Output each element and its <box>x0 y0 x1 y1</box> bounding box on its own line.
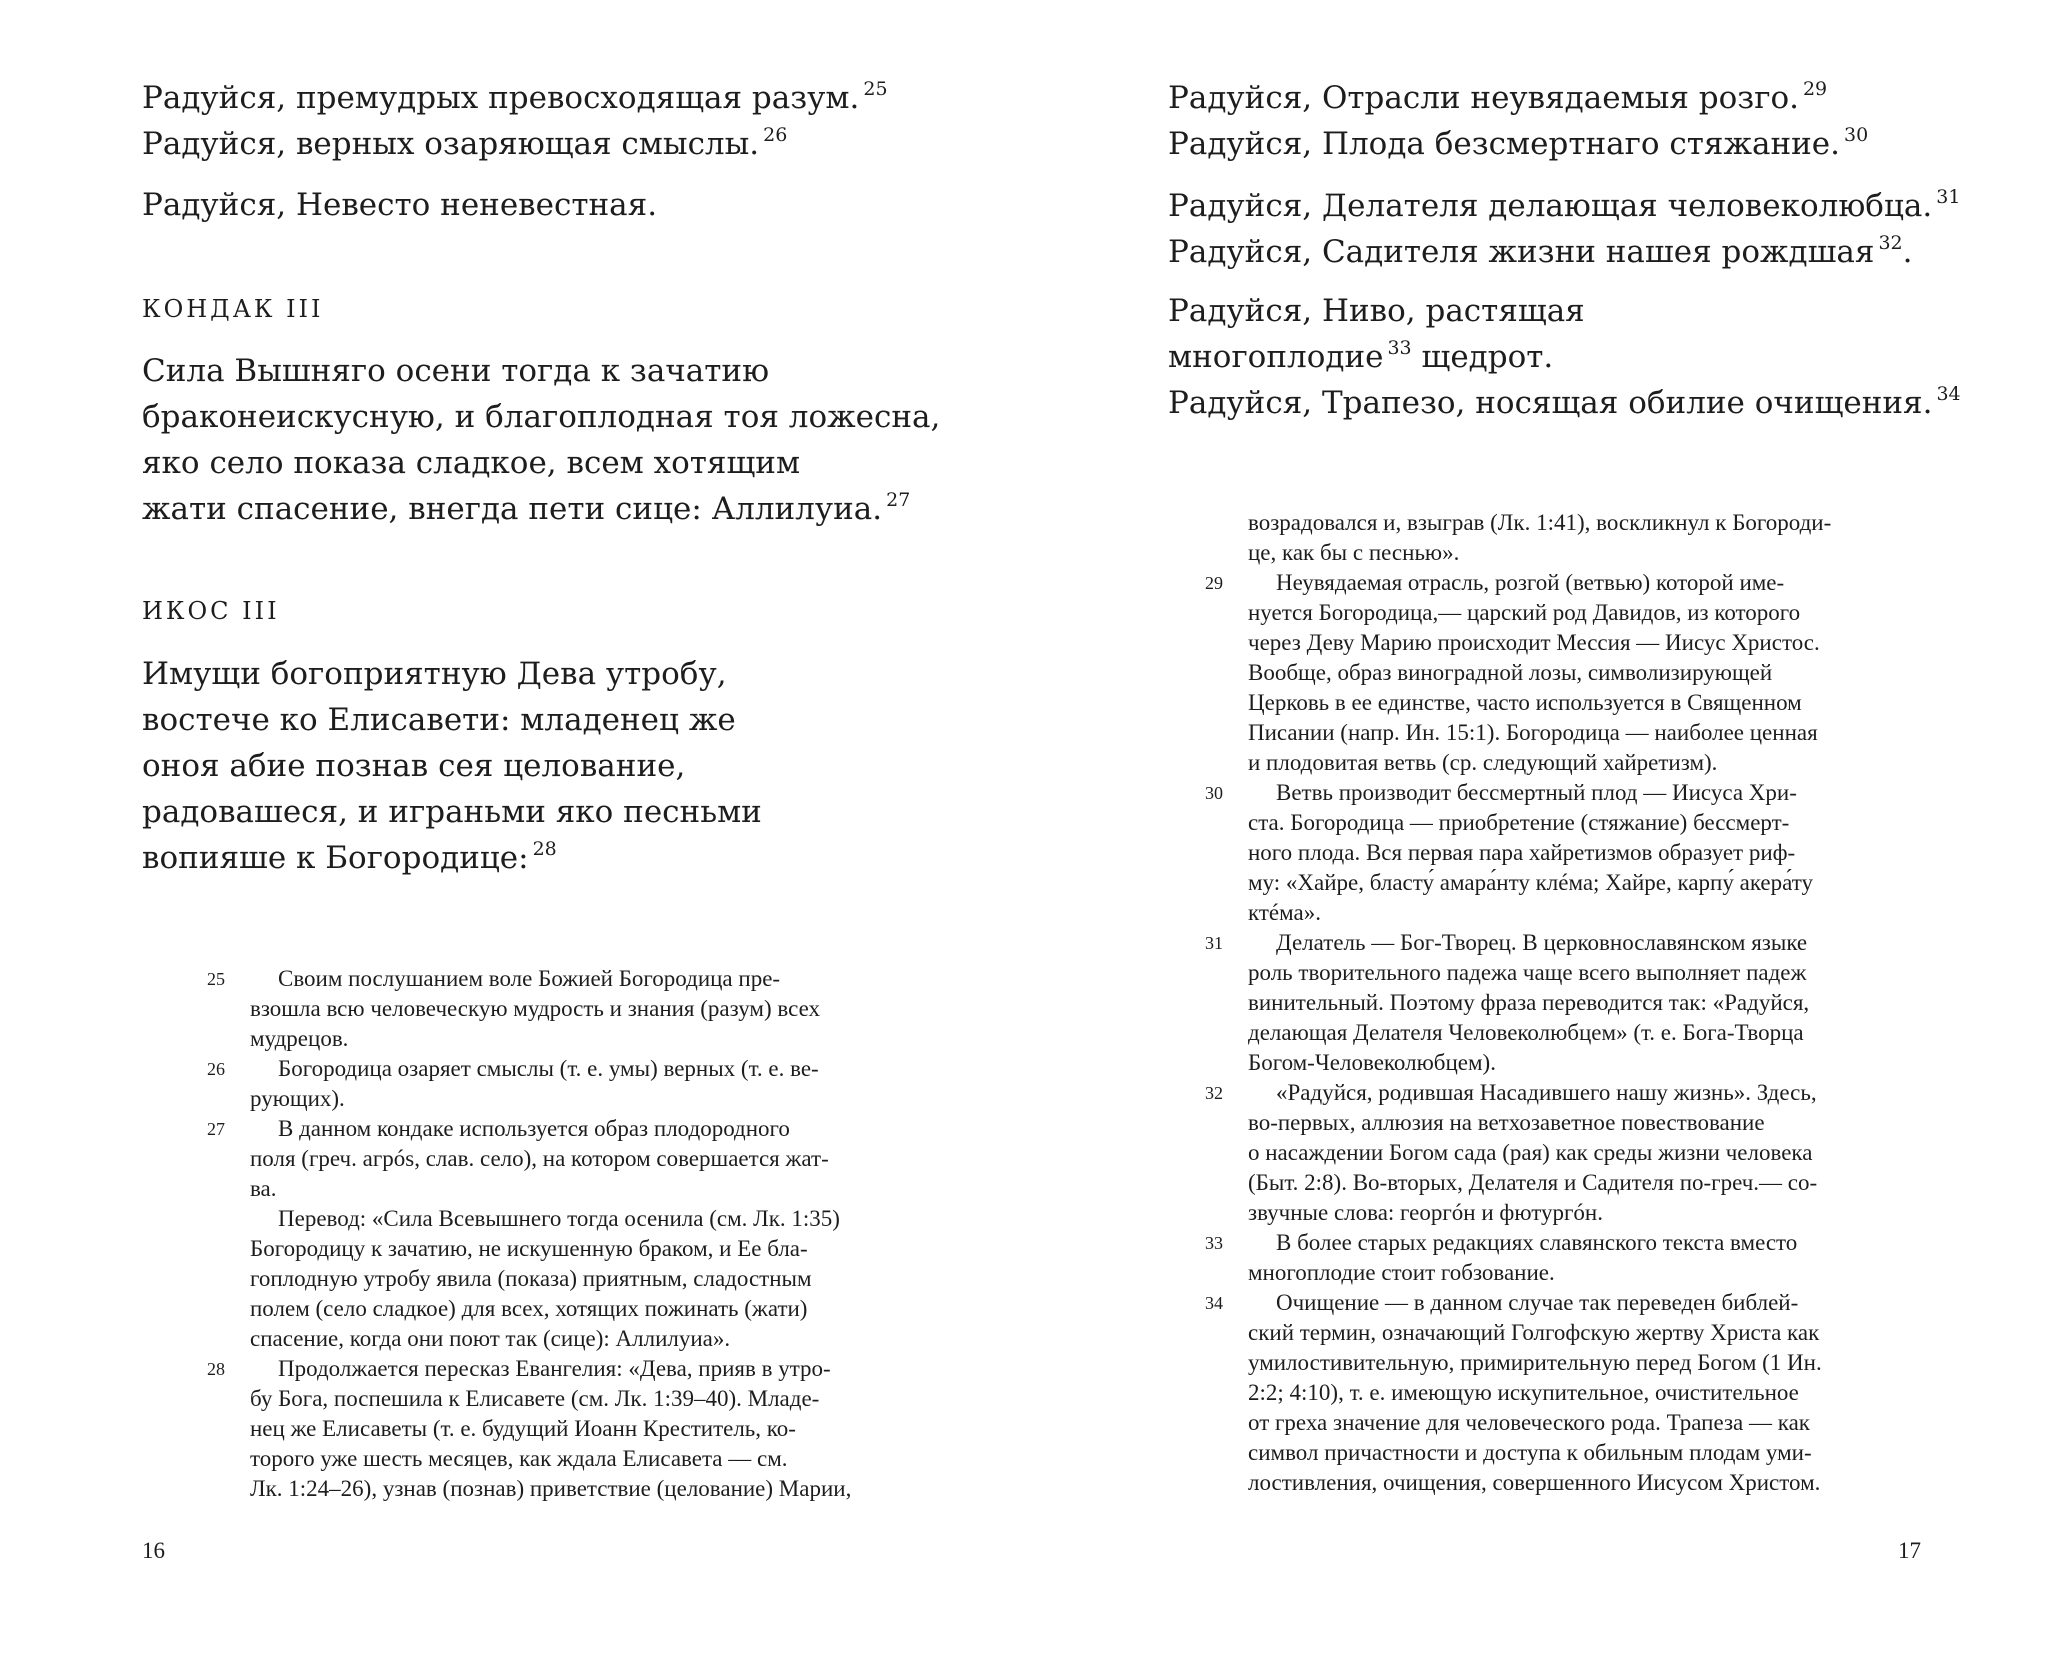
footnote-number: 33 <box>1205 1233 1223 1253</box>
footnote-ref: 25 <box>863 78 888 100</box>
verse-bride <box>142 182 657 228</box>
footnote-line: спасение, когда они поют так (сице): Аллилуиа». <box>250 1326 731 1351</box>
footnote-ref: 27 <box>886 489 911 511</box>
footnote-ref: 34 <box>1936 383 1961 405</box>
footnote-ref: 29 <box>1802 78 1828 100</box>
ikos-text <box>142 651 762 881</box>
footnote-line: Продолжается пересказ Евангелия: «Дева, прияв в утро- <box>278 1356 831 1381</box>
footnote <box>1205 1078 1938 1228</box>
footnote-line: Очищение — в данном случае так переведен библей- <box>1276 1290 1799 1315</box>
footnote-line: многоплодие стоит гобзование. <box>1248 1260 1555 1285</box>
footnote-number: 29 <box>1205 573 1223 593</box>
verse-group-3 <box>1168 288 1961 426</box>
footnote-line: роль творительного падежа чаще всего выполняет падеж <box>1248 960 1807 985</box>
footnote <box>207 1054 890 1114</box>
verse-line: яко село показа сладкое, всем хотящим <box>142 445 801 481</box>
page-number: 17 <box>1898 1538 1921 1563</box>
footnote-line: рующих). <box>250 1086 345 1111</box>
footnote <box>207 964 890 1054</box>
footnote-line: взошла всю человеческую мудрость и знания (разум) всех <box>250 996 821 1021</box>
footnote-ref: 32 <box>1878 232 1903 254</box>
footnote-line: лостивления, очищения, совершенного Иисусом Христом. <box>1248 1470 1821 1495</box>
footnote-line: Ветвь производит бессмертный плод — Иисуса Хри- <box>1276 780 1797 805</box>
footnote-ref: 26 <box>763 124 788 146</box>
footnote-line: торого уже шесть месяцев, как ждала Елисавета — см. <box>250 1446 788 1471</box>
footnote-line: звучные слова: георгóн и фютургóн. <box>1248 1200 1603 1225</box>
footnote-line: и плодовитая ветвь (ср. следующий хайретизм). <box>1248 750 1718 775</box>
footnote-line: умилостивительную, примирительную перед Богом (1 Ин. <box>1248 1350 1822 1375</box>
footnote-line: гоплодную утробу явила (показа) приятным, сладостным <box>250 1266 812 1291</box>
verse-group-1 <box>1168 75 1868 167</box>
footnote-line: полем (село сладкое) для всех, хотящих пожинать (жати) <box>250 1296 808 1321</box>
footnote-line: ва. <box>250 1176 277 1201</box>
footnote-line: через Деву Марию происходит Мессия — Иисус Христос. <box>1248 630 1820 655</box>
footnote-line: ного плода. Вся первая пара хайретизмов образует риф- <box>1248 840 1796 865</box>
footnote-line: Своим послушанием воле Божией Богородица пре- <box>278 966 781 991</box>
verse-line: Сила Вышняго осени тогда к зачатию <box>142 353 770 389</box>
footnote-line: «Радуйся, родившая Насадившего нашу жизнь». Здесь, <box>1276 1080 1817 1105</box>
footnote-line: В более старых редакциях славянского текста вместо <box>1276 1230 1798 1255</box>
right-page <box>1024 0 2048 1654</box>
footnote-line: Богом-Человеколюбцем). <box>1248 1050 1496 1075</box>
verses-top <box>142 75 888 167</box>
footnote-line: Делатель — Бог-Творец. В церковнославянском языке <box>1276 930 1808 955</box>
footnotes-left <box>207 964 890 1504</box>
footnote <box>1205 568 1938 778</box>
footnote-number: 26 <box>207 1059 225 1079</box>
verse-group-2 <box>1168 183 1960 275</box>
footnote <box>207 1114 890 1204</box>
footnote-line: ста. Богородица — приобретение (стяжание) бессмерт- <box>1248 810 1790 835</box>
footnote-line: поля (греч. агрós, слав. село), на котором совершается жат- <box>250 1146 829 1171</box>
footnote-continuation <box>1248 508 1938 568</box>
page-number: 16 <box>142 1538 165 1563</box>
footnote <box>1205 1228 1938 1288</box>
verse-line: радовашеся, и играньми яко песньми <box>142 794 762 830</box>
footnote-number: 28 <box>207 1359 225 1379</box>
verse-line: многоплодие $^{33}$ щедрот. <box>1168 337 1554 375</box>
verse-line: Радуйся, Ниво, растящая <box>1168 293 1585 329</box>
footnote <box>1205 928 1938 1078</box>
footnote <box>250 1204 890 1354</box>
footnote-line: ктéма». <box>1248 900 1321 925</box>
footnote-line: 2:2; 4:10), т. е. имеющую искупительное, очистительное <box>1248 1380 1799 1405</box>
footnote-ref: 28 <box>532 838 557 860</box>
verse-line: Радуйся, премудрых превосходящая разум. $^{25}$ <box>142 78 888 116</box>
footnote-line: символ причастности и доступа к обильным плодам уми- <box>1248 1440 1812 1465</box>
kondak-text <box>142 348 940 532</box>
footnote-ref: 31 <box>1936 186 1961 208</box>
footnote-line: Перевод: «Сила Всевышнего тогда осенила (см. Лк. 1:35) <box>278 1206 840 1231</box>
footnote-number: 30 <box>1205 783 1223 803</box>
footnote-line: Церковь в ее единстве, часто используется в Священном <box>1248 690 1802 715</box>
verse-line: жати спасение, внегда пети сице: Аллилуиа. $^{27}$ <box>142 489 911 527</box>
verse-line: Радуйся, Садителя жизни нашея рождшая $^{32}$. <box>1168 232 1913 270</box>
footnote-line: (Быт. 2:8). Во-вторых, Делателя и Садителя по-греч.— со- <box>1248 1170 1818 1195</box>
footnote-line: нуется Богородица,— царский род Давидов, из которого <box>1248 600 1801 625</box>
verse-line: Радуйся, Трапезо, носящая обилие очищения. $^{34}$ <box>1168 383 1961 421</box>
footnote-line: во-первых, аллюзия на ветхозаветное повествование <box>1248 1110 1765 1135</box>
footnote-line: нец же Елисаветы (т. е. будущий Иоанн Креститель, ко- <box>250 1416 796 1441</box>
footnote-line: ский термин, означающий Голгофскую жертву Христа как <box>1248 1320 1820 1345</box>
footnote-line: Писании (напр. Ин. 15:1). Богородица — наиболее ценная <box>1248 720 1818 745</box>
footnote-line: Богородицу к зачатию, не искушенную браком, и Ее бла- <box>250 1236 808 1261</box>
footnote-ref: 30 <box>1844 124 1869 146</box>
footnote-number: 34 <box>1205 1293 1223 1313</box>
footnote <box>207 1354 890 1504</box>
kondak-heading: КОНДАК III <box>142 295 324 323</box>
verse-line: Радуйся, Делателя делающая человеколюбца. $^{31}$ <box>1168 186 1961 224</box>
footnote-line: о насаждении Богом сада (рая) как среды жизни человека <box>1248 1140 1813 1165</box>
footnote-number: 25 <box>207 969 225 989</box>
footnote-line: делающая Делателя Человеколюбцем» (т. е. Бога-Творца <box>1248 1020 1804 1045</box>
footnote <box>1205 778 1938 928</box>
footnote-line: от греха значение для человеческого рода. Трапеза — как <box>1248 1410 1810 1435</box>
verse-line: Радуйся, верных озаряющая смыслы. $^{26}$ <box>142 124 788 162</box>
footnote-line: бу Бога, поспешила к Елисавете (см. Лк. 1:39–40). Младе- <box>250 1386 820 1411</box>
footnote-number: 31 <box>1205 933 1223 953</box>
footnotes-right <box>1205 508 1938 1498</box>
footnote-line: Вообще, образ виноградной лозы, символизирующей <box>1248 660 1773 685</box>
footnote-ref: 33 <box>1387 337 1412 359</box>
footnote-line: Неувядаемая отрасль, розгой (ветвью) которой име- <box>1276 570 1785 595</box>
verse-line: вопияше к Богородице: $^{28}$ <box>142 838 557 876</box>
verse-line: Имущи богоприятную Дева утробу, <box>142 656 727 692</box>
footnote-line: винительный. Поэтому фраза переводится так: «Радуйся, <box>1248 990 1810 1015</box>
verse-line: браконеискусную, и благоплодная тоя ложесна, <box>142 399 941 435</box>
verse-line: оноя абие познав сея целование, <box>142 748 686 784</box>
footnote-line: В данном кондаке используется образ плодородного <box>278 1116 790 1141</box>
footnote-line: му: «Хайре, бласту́ амара́нту клéма; Хайре, карпу́ акера́ту <box>1248 870 1813 895</box>
footnote-line: Богородица озаряет смыслы (т. е. умы) верных (т. е. ве- <box>278 1056 819 1081</box>
verse-line: Радуйся, Невесто неневестная. <box>142 187 658 223</box>
ikos-heading: ИКОС III <box>142 597 280 625</box>
footnote-line: возрадовался и, взыграв (Лк. 1:41), воскликнул к Богороди- <box>1248 510 1832 535</box>
footnote-line: Лк. 1:24–26), узнав (познав) приветствие (целование) Марии, <box>250 1476 852 1501</box>
verse-line: Радуйся, Отрасли неувядаемыя розго. $^{29}$ <box>1168 78 1828 116</box>
footnote-number: 32 <box>1205 1083 1223 1103</box>
verse-line: востече ко Елисавети: младенец же <box>142 702 736 738</box>
footnote-number: 27 <box>207 1119 225 1139</box>
footnote-line: це, как бы с песнью». <box>1248 540 1460 565</box>
verse-line: Радуйся, Плода безсмертнаго стяжание. $^{30}$ <box>1168 124 1869 162</box>
footnote-line: мудрецов. <box>250 1026 349 1051</box>
footnote <box>1205 1288 1938 1498</box>
